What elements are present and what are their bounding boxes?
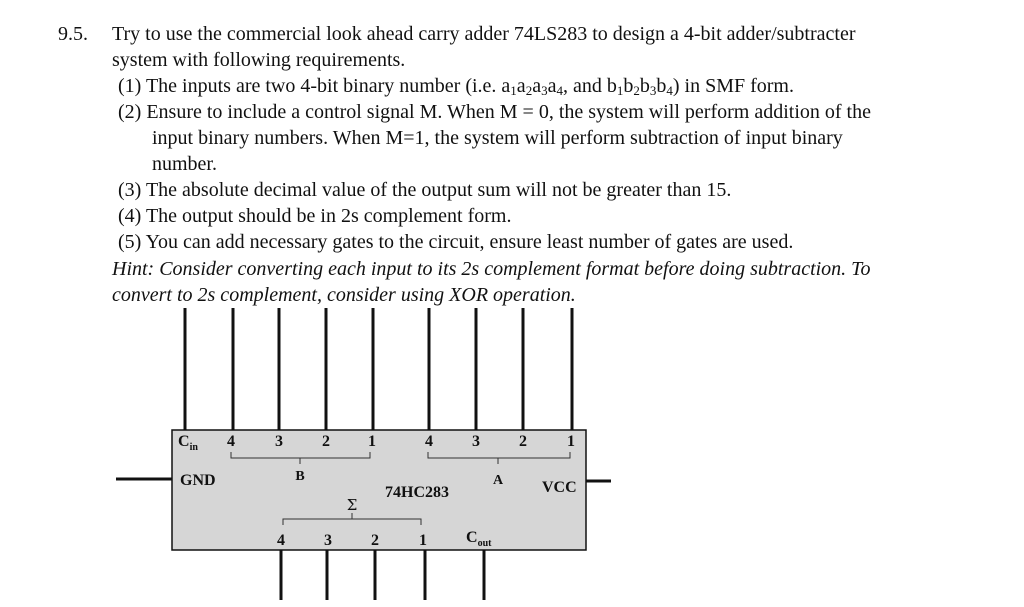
a-label: A	[492, 473, 504, 488]
top-pin-number: 4	[425, 433, 433, 450]
problem-number: 9.5.	[58, 23, 88, 45]
chip-name: 74HC283	[385, 484, 449, 501]
hint-line-2: convert to 2s complement, consider using XOR operation.	[112, 284, 576, 306]
vcc-label: VCC	[542, 479, 577, 496]
top-pin-number: 2	[519, 433, 527, 450]
gnd-label: GND	[180, 472, 216, 489]
requirement-2-line-2: input binary numbers. When M=1, the system will perform subtraction of input binary	[152, 127, 843, 149]
problem-line-1: Try to use the commercial look ahead carry adder 74LS283 to design a 4-bit adder/subtracter	[112, 23, 856, 45]
hint-line-1: Hint: Consider converting each input to its 2s complement format before doing subtraction. To	[112, 258, 871, 280]
req1-mid: , and b	[562, 75, 617, 97]
top-pin-number: 1	[368, 433, 376, 450]
bottom-pin-lines	[281, 550, 484, 600]
top-pin-number: 1	[567, 433, 575, 450]
sigma-symbol: Σ	[346, 496, 358, 514]
req1-pre: (1) The inputs are two 4-bit binary number (i.e. a	[118, 75, 511, 97]
requirement-3: (3) The absolute decimal value of the output sum will not be greater than 15.	[118, 179, 732, 201]
top-pin-number: 3	[275, 433, 283, 450]
problem-line-2: system with following requirements.	[112, 49, 406, 71]
top-pin-number: 3	[472, 433, 480, 450]
requirement-4: (4) The output should be in 2s complement form.	[118, 205, 512, 227]
b-label: B	[295, 469, 305, 484]
top-pin-number: 4	[227, 433, 235, 450]
cin-label: $C_{in}$	[178, 433, 198, 453]
chip-diagram	[0, 300, 1024, 607]
requirement-5: (5) You can add necessary gates to the circuit, ensure least number of gates are used.	[118, 231, 794, 253]
bottom-pin-number: 2	[371, 532, 379, 549]
top-pin-number: 2	[322, 433, 330, 450]
top-pin-lines	[185, 308, 572, 430]
cout-label: $C_{out}$	[466, 529, 492, 549]
requirement-2-line-3: number.	[152, 153, 217, 175]
bottom-pin-number: 4	[277, 532, 285, 549]
bottom-pin-number: 3	[324, 532, 332, 549]
requirement-1: (1) The inputs are two 4-bit binary number (i.e. $a_1a_2a_3a_4$, and $b_1b_2b_3b_4$) in SMF form.	[118, 75, 794, 98]
req1-post: ) in SMF form.	[672, 75, 794, 97]
requirement-2-line-1: (2) Ensure to include a control signal M. When M = 0, the system will perform addition of the	[118, 101, 871, 123]
bottom-pin-number: 1	[419, 532, 427, 549]
